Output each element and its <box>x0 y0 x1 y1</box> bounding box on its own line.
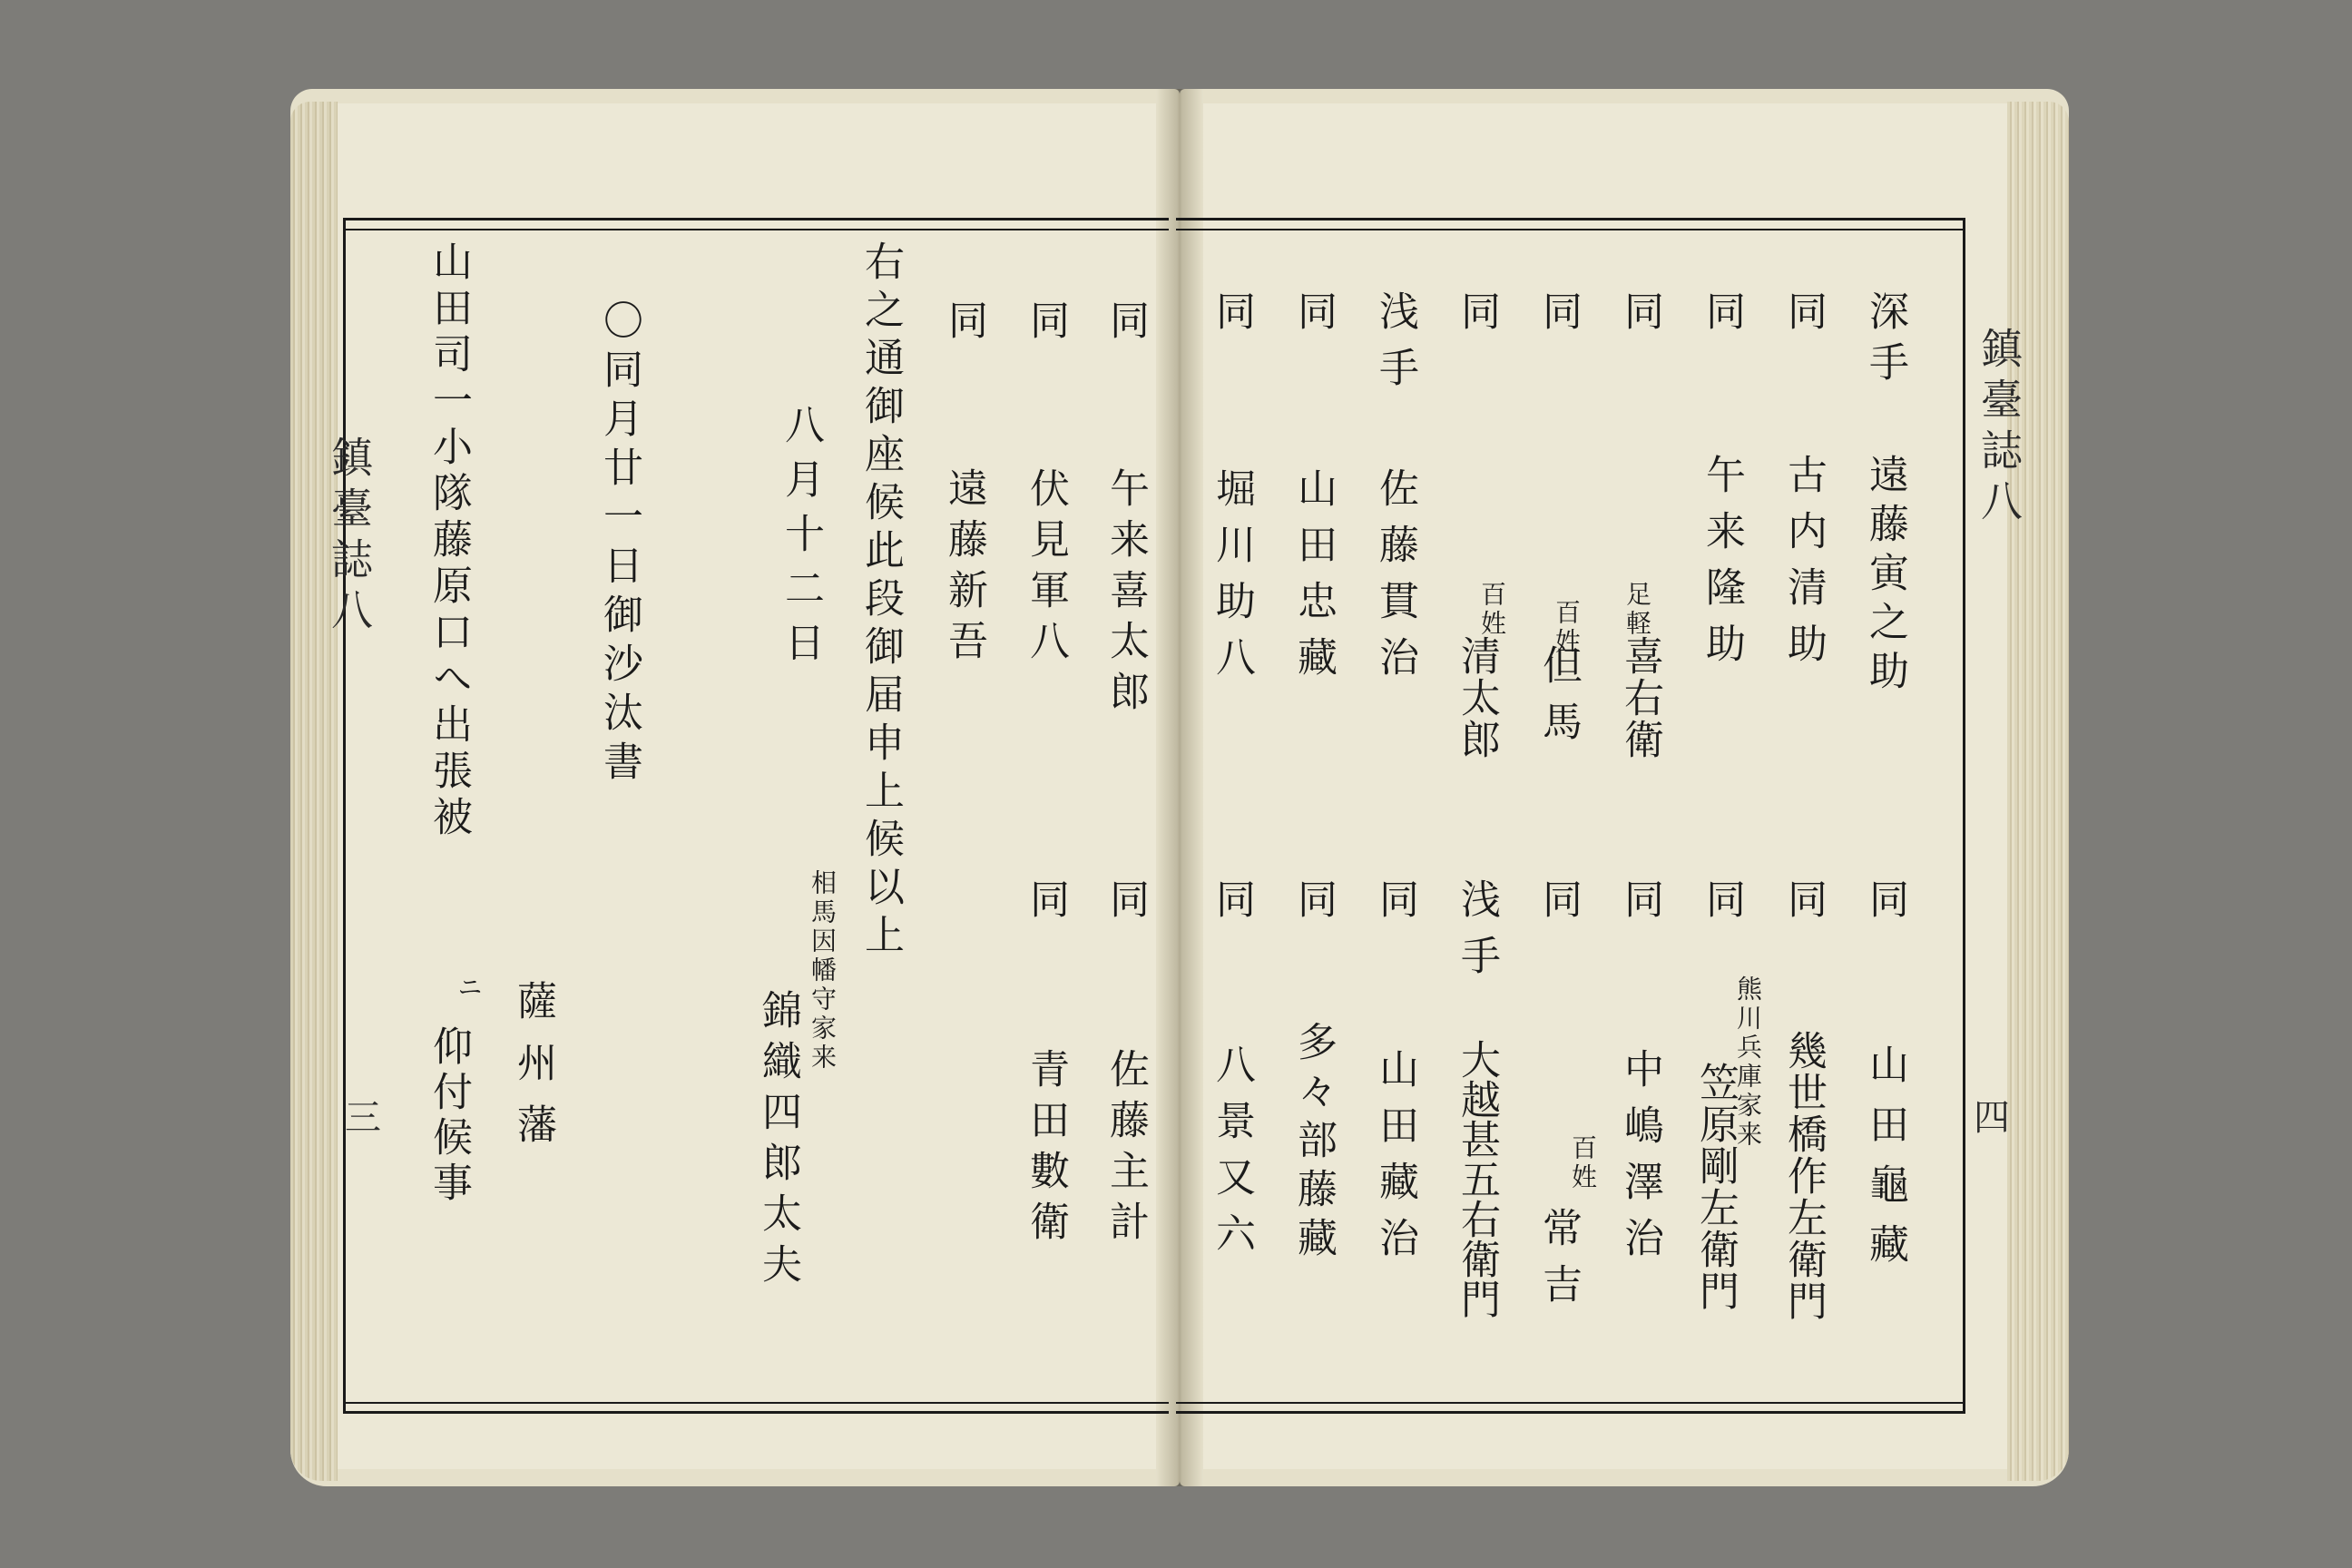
right-row-9-rank: 同 <box>1209 290 1255 341</box>
right-row-5-name2: 常吉 <box>1535 1207 1582 1319</box>
left-col-2-name2: 青田數衛 <box>1023 1048 1069 1251</box>
right-row-5-rank: 同 <box>1535 290 1582 341</box>
right-hyakusho-note-3: 百姓 <box>1477 581 1507 639</box>
left-col-4-report: 右之通御座候此段御届申上候以上 <box>858 240 904 962</box>
right-row-7-name2: 山田藏治 <box>1372 1048 1418 1273</box>
left-frame-top-rule <box>343 229 1169 230</box>
right-row-8-rank: 同 <box>1290 290 1337 341</box>
right-page-number: 四 <box>1974 1097 2010 1139</box>
left-col-7-domain: 薩州藩 <box>510 980 556 1165</box>
left-col-8-order-text: 山田司一小隊藤原口へ出張被 <box>426 240 472 842</box>
right-frame-bottom-rule <box>1176 1402 1965 1404</box>
right-row-8-rank2: 同 <box>1290 878 1337 929</box>
left-col-8-order-end: 仰付候事 <box>426 1025 472 1207</box>
right-row-4-rank: 同 <box>1617 290 1663 341</box>
right-row-8-name2: 多々部藤藏 <box>1290 1021 1337 1266</box>
left-margin-title: 鎮臺誌八 <box>325 436 374 639</box>
right-row-1-rank: 深手 <box>1862 290 1908 392</box>
left-col-2-rank2: 同 <box>1023 878 1069 929</box>
right-row-6-name2: 大越甚五右衛門 <box>1454 1039 1500 1318</box>
right-row-5-name: 但馬 <box>1535 644 1582 757</box>
right-row-7-rank2: 同 <box>1372 878 1418 929</box>
left-col-3-rank: 同 <box>941 299 987 350</box>
left-page-number: 三 <box>345 1097 381 1139</box>
right-row-7-name: 佐藤貫治 <box>1372 467 1418 692</box>
right-row-8-name: 山田忠藏 <box>1290 467 1337 692</box>
right-row-3-name: 午来隆助 <box>1699 454 1745 679</box>
right-row-9-name2: 八景又六 <box>1209 1044 1255 1269</box>
right-row-3-rank: 同 <box>1699 290 1745 341</box>
right-row-1-name2: 山田龜藏 <box>1862 1044 1908 1283</box>
right-row-6-rank2: 浅手 <box>1454 878 1500 991</box>
right-row-1-rank2: 同 <box>1862 878 1908 929</box>
left-col-2-name: 伏見軍八 <box>1023 467 1069 671</box>
right-hyakusho-note-2: 百姓 <box>1568 1134 1598 1192</box>
right-frame-top-rule <box>1176 229 1965 230</box>
right-row-2-rank2: 同 <box>1780 878 1827 929</box>
right-row-3-rank2: 同 <box>1699 878 1745 929</box>
right-margin-title: 鎮臺誌八 <box>1975 327 2024 530</box>
right-row-5-rank2: 同 <box>1535 878 1582 929</box>
left-frame-bottom-rule <box>343 1402 1169 1404</box>
left-col-1-name2: 佐藤主計 <box>1102 1048 1149 1251</box>
left-col-1-rank2: 同 <box>1102 878 1149 929</box>
left-ni-mark: ニ <box>454 974 484 1003</box>
right-row-9-name: 堀川助八 <box>1209 467 1255 692</box>
right-hyakusho-note-1: 百姓 <box>1552 599 1582 657</box>
right-row-4-name: 喜右衛 <box>1617 635 1663 760</box>
right-row-4-name2: 中嶋澤治 <box>1617 1048 1663 1273</box>
right-ashigaru-note: 足軽 <box>1622 581 1652 639</box>
right-page-edges <box>2007 102 2069 1481</box>
right-row-3-name2: 笠原剛左衛門 <box>1692 1062 1739 1312</box>
left-col-5-date: 八月十二日 <box>778 404 824 676</box>
right-row-7-rank: 浅手 <box>1372 290 1418 403</box>
left-page-edges <box>290 102 338 1481</box>
right-row-2-name2: 幾世橋作左衛門 <box>1780 1030 1827 1322</box>
right-row-2-rank: 同 <box>1780 290 1827 341</box>
right-kumagawa-retainer-note: 熊川兵庫家来 <box>1733 975 1763 1150</box>
right-row-1-name: 遠藤寅之助 <box>1862 454 1908 699</box>
right-row-6-rank: 同 <box>1454 290 1500 341</box>
left-soma-retainer-note: 相馬因幡守家来 <box>808 869 838 1073</box>
right-row-6-name: 清太郎 <box>1454 635 1500 760</box>
right-row-9-rank2: 同 <box>1209 878 1255 929</box>
left-col-6-order-title: 〇同月廿一日御沙汰書 <box>596 299 642 789</box>
left-col-1-name: 午来喜太郎 <box>1102 467 1149 721</box>
left-col-1-rank: 同 <box>1102 299 1149 350</box>
right-row-2-name: 古内清助 <box>1780 454 1827 679</box>
left-col-2-rank: 同 <box>1023 299 1069 350</box>
right-row-4-rank2: 同 <box>1617 878 1663 929</box>
left-col-5-signature: 錦織四郎太夫 <box>755 989 801 1294</box>
left-col-3-name: 遠藤新吾 <box>941 467 987 671</box>
